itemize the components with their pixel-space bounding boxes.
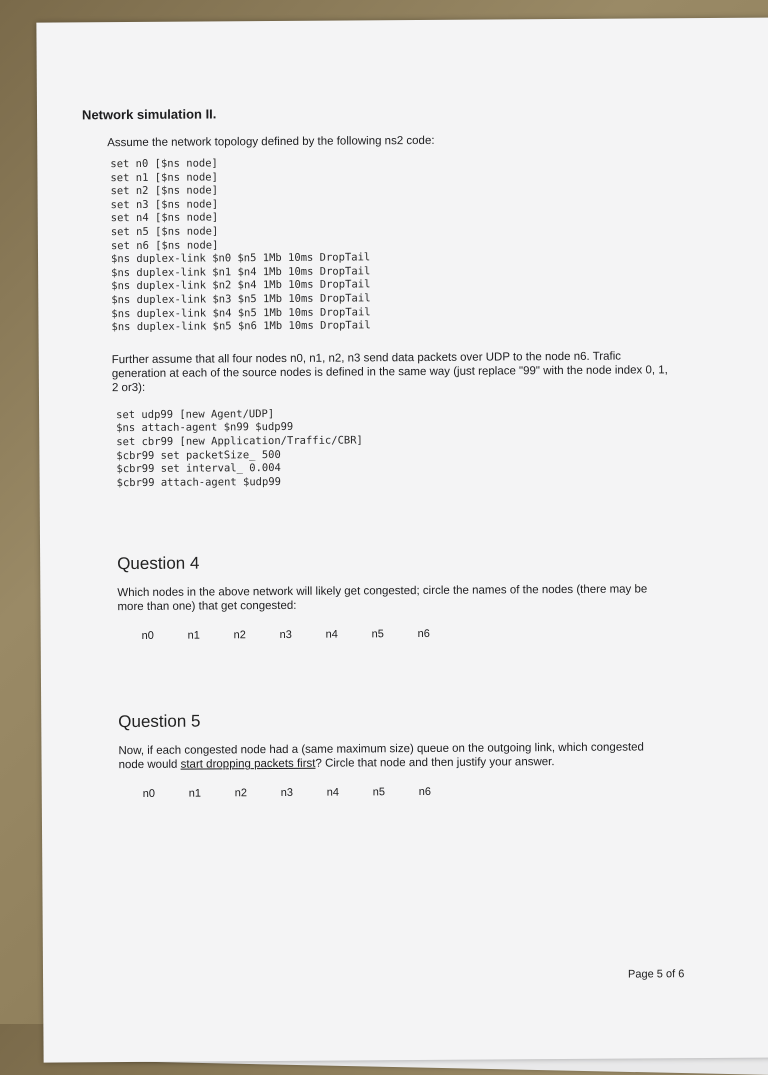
code-line: $cbr99 set interval_ 0.004 bbox=[116, 462, 281, 476]
question-4-node-options bbox=[118, 626, 706, 642]
code-line: $cbr99 set packetSize_ 500 bbox=[116, 448, 281, 462]
node-option-n1[interactable]: n1 bbox=[187, 629, 200, 642]
question-5-text-a: Now, if each congested node had a (same maximum size) queue on the outgoing link, which congested node would bbox=[118, 741, 644, 772]
code-line: $ns duplex-link $n0 $n5 1Mb 10ms DropTail bbox=[110, 251, 371, 266]
node-option-n2[interactable]: n2 bbox=[233, 629, 246, 642]
code-line: $ns duplex-link $n2 $n4 1Mb 10ms DropTail bbox=[111, 278, 371, 293]
assumption-text: Further assume that all four nodes n0, n1, n2, n3 send data packets over UDP to the node n6. Trafic generation at each of the source nodes is defined in the same way (just replace "99" with the node index 0, 1, 2 or3): bbox=[111, 350, 668, 394]
node-option-n6[interactable]: n6 bbox=[417, 628, 430, 641]
node-option-n2[interactable]: n2 bbox=[234, 787, 248, 800]
node-option-n1[interactable]: n1 bbox=[188, 787, 202, 800]
code-line: $ns duplex-link $n3 $n5 1Mb 10ms DropTail bbox=[111, 292, 371, 307]
code-line: set n1 [$ns node] bbox=[110, 170, 218, 184]
code-line: set n0 [$ns node] bbox=[110, 157, 218, 171]
page-content bbox=[82, 103, 707, 801]
question-5-text-b: ? Circle that node and then justify your answer. bbox=[315, 756, 555, 771]
page-number: Page 5 of 6 bbox=[627, 968, 685, 981]
question-4 bbox=[117, 550, 706, 642]
question-4-title: Question 4 bbox=[117, 553, 200, 574]
question-5-text bbox=[118, 741, 658, 773]
code-line: set udp99 [new Agent/UDP] bbox=[116, 407, 275, 421]
intro-text: Assume the network topology defined by the following ns2 code: bbox=[107, 134, 435, 150]
node-option-n3[interactable]: n3 bbox=[279, 629, 292, 642]
code-line: set n6 [$ns node] bbox=[110, 238, 219, 252]
code-line: $ns duplex-link $n4 $n5 1Mb 10ms DropTail bbox=[111, 305, 371, 320]
code-line: set n4 [$ns node] bbox=[110, 211, 219, 225]
question-5-title: Question 5 bbox=[118, 711, 201, 732]
code-line: $ns duplex-link $n1 $n4 1Mb 10ms DropTail bbox=[111, 265, 371, 279]
question-5-node-options bbox=[119, 784, 707, 800]
node-option-n4[interactable]: n4 bbox=[326, 786, 340, 799]
node-option-n4[interactable]: n4 bbox=[325, 628, 338, 641]
code-line: $cbr99 attach-agent $udp99 bbox=[116, 475, 282, 489]
question-5-underline: start dropping packets first bbox=[180, 758, 316, 771]
ns2-code-block bbox=[110, 154, 703, 335]
question-4-text: Which nodes in the above network will likely get congested; circle the names of the nodes (there may be more than one) that get congested: bbox=[117, 583, 648, 614]
traffic-code-block bbox=[116, 405, 705, 491]
question-5 bbox=[118, 708, 707, 800]
node-option-n3[interactable]: n3 bbox=[280, 787, 294, 800]
code-line: $ns duplex-link $n5 $n6 1Mb 10ms DropTail bbox=[111, 319, 371, 334]
code-line: set n2 [$ns node] bbox=[110, 184, 219, 198]
paper-sheet bbox=[36, 17, 768, 1062]
node-option-n0[interactable]: n0 bbox=[142, 788, 156, 801]
node-option-n5[interactable]: n5 bbox=[371, 628, 384, 641]
node-option-n0[interactable]: n0 bbox=[141, 630, 154, 643]
node-option-n6[interactable]: n6 bbox=[418, 786, 432, 799]
node-option-n5[interactable]: n5 bbox=[372, 786, 386, 799]
code-line: $ns attach-agent $n99 $udp99 bbox=[116, 421, 294, 435]
page-title: Network simulation II. bbox=[81, 106, 217, 123]
code-line: set n5 [$ns node] bbox=[110, 225, 219, 239]
code-line: set n3 [$ns node] bbox=[110, 198, 219, 211]
code-line: set cbr99 [new Application/Traffic/CBR] bbox=[116, 434, 363, 449]
